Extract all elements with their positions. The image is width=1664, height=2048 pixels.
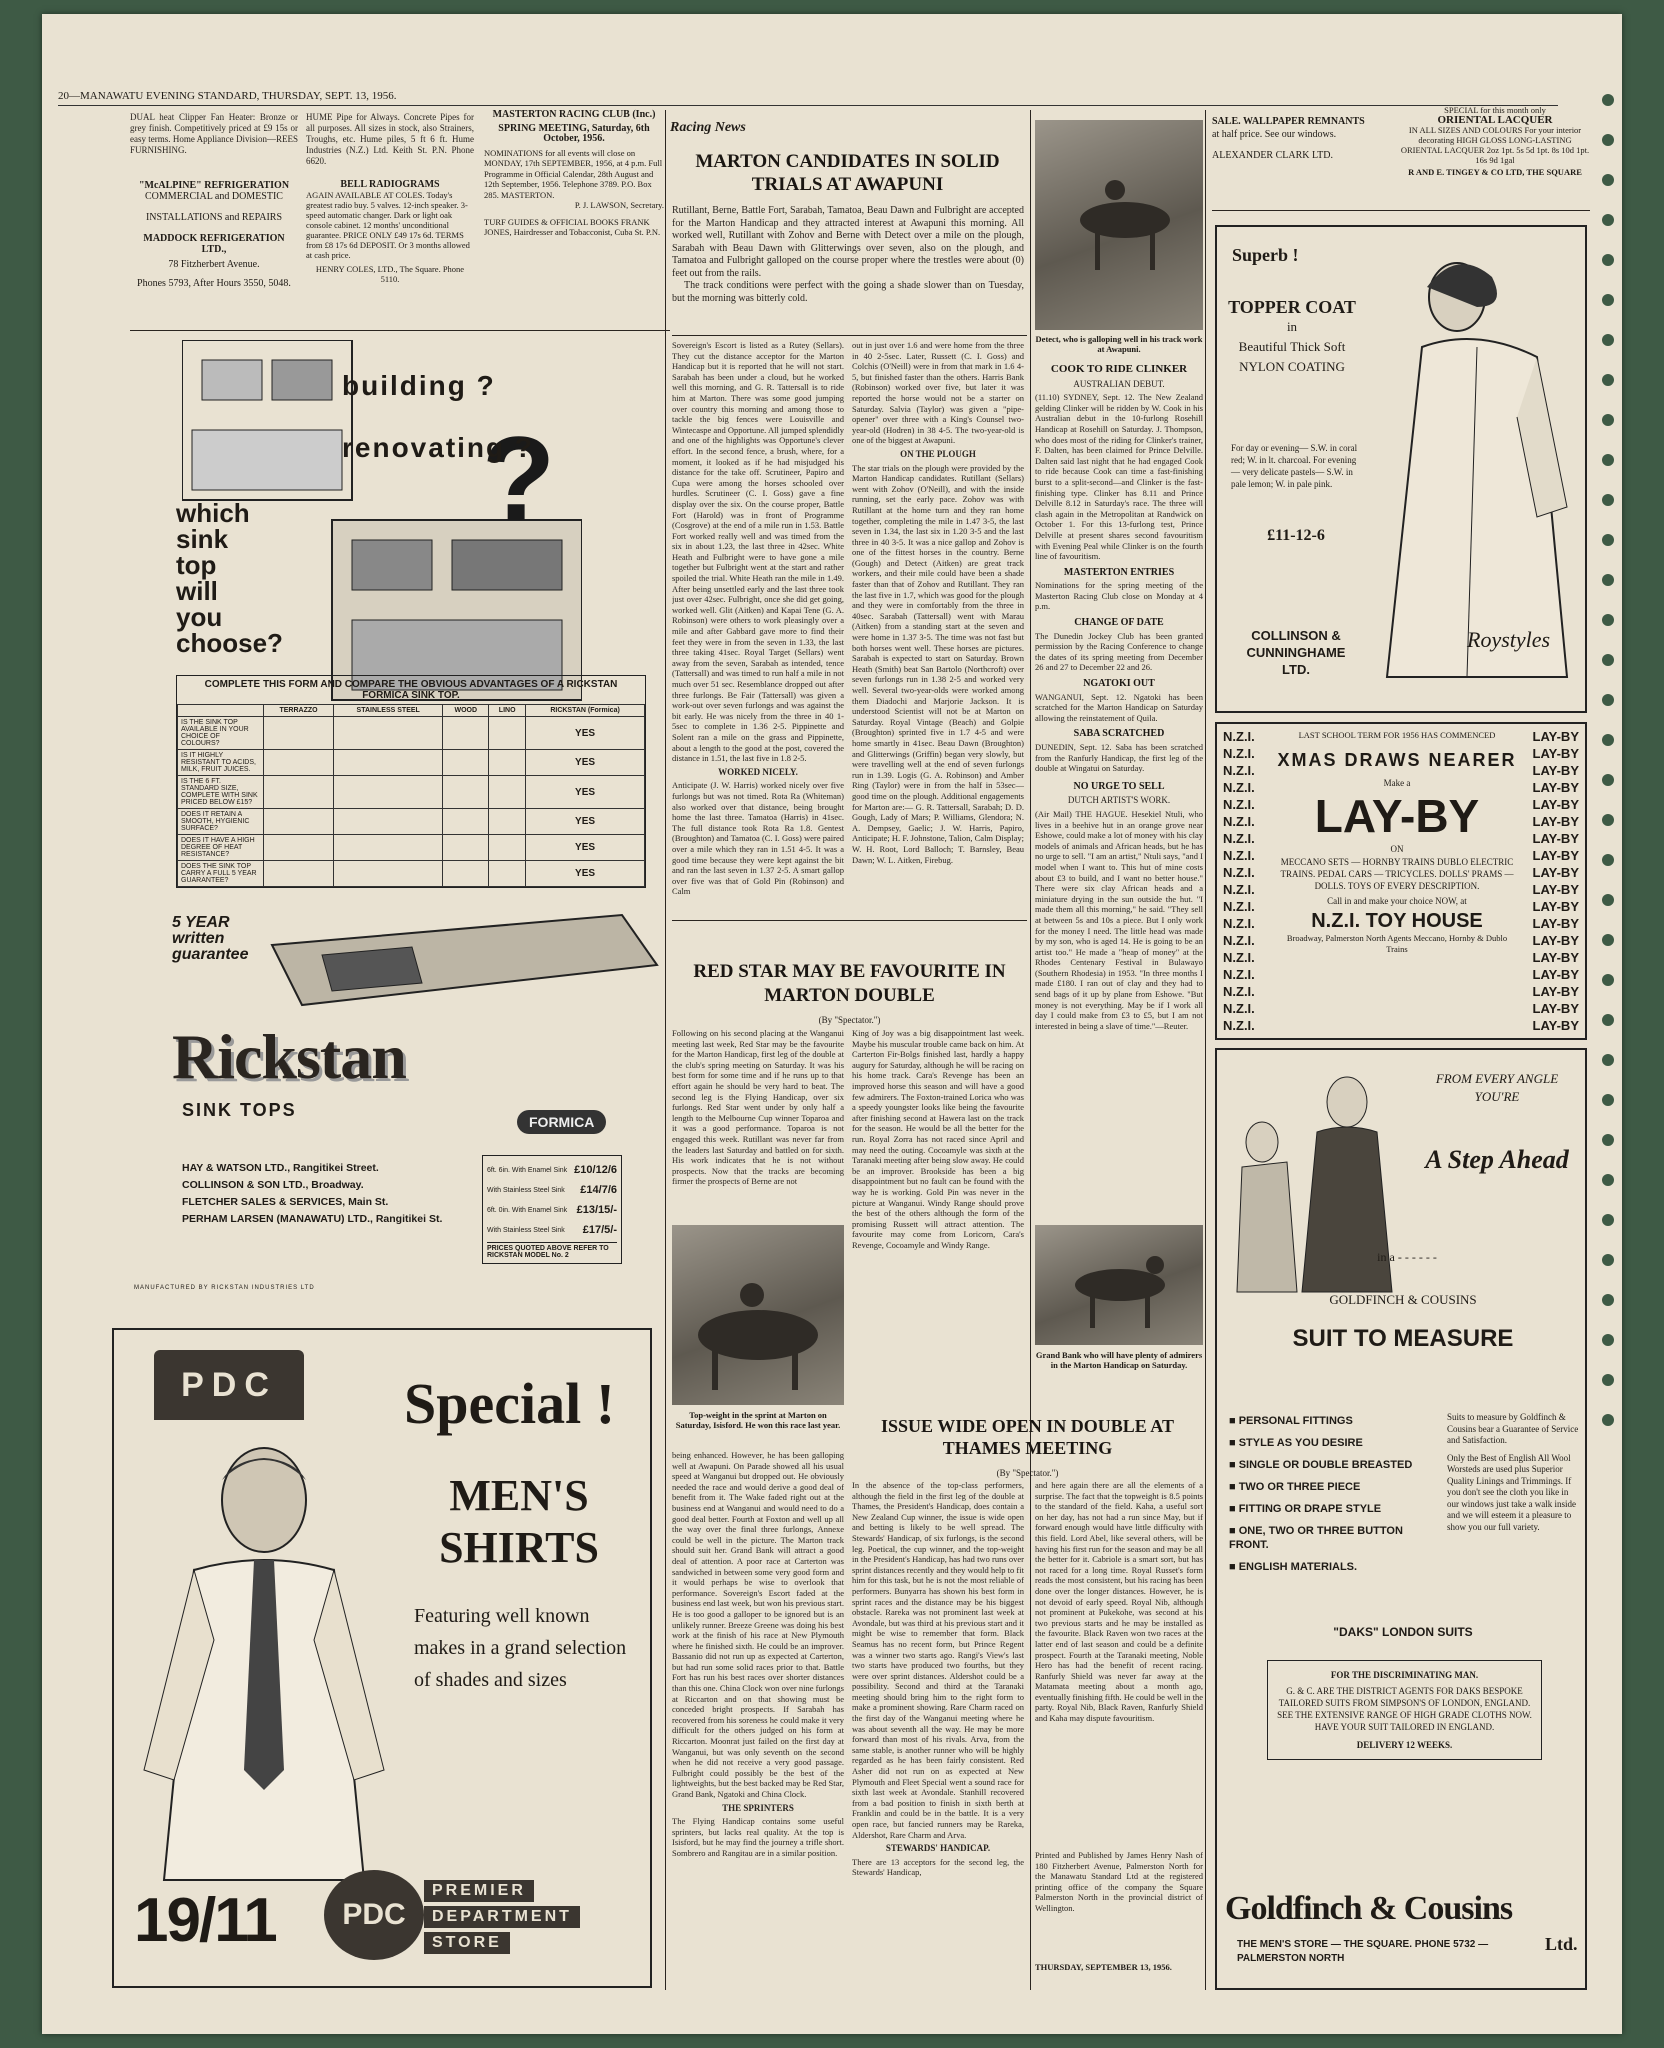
punch-hole xyxy=(1602,654,1614,666)
feature-item: ■ STYLE AS YOU DESIRE xyxy=(1229,1437,1363,1449)
topper-coat-ad xyxy=(1215,225,1587,713)
callin-text: Call in and make your choice NOW, at xyxy=(1327,896,1467,906)
row-yes: YES xyxy=(526,776,645,809)
gc-script-logo: Goldfinch & Cousins xyxy=(1225,1890,1513,1927)
question-text xyxy=(176,500,283,656)
red-star-col-bottom xyxy=(672,1450,844,1990)
lacquer-ad xyxy=(1400,105,1590,177)
question-line: which xyxy=(176,498,250,528)
step-in-text: in a - - - - - - xyxy=(1377,1250,1437,1264)
comparison-form xyxy=(176,675,646,888)
nzi-label: N.Z.I. xyxy=(1223,933,1255,948)
store-department: DEPARTMENT xyxy=(424,1906,580,1928)
feature-item: ■ ONE, TWO OR THREE BUTTON FRONT. xyxy=(1229,1525,1403,1551)
coat-in: in xyxy=(1286,319,1298,334)
thames-col-1 xyxy=(852,1480,1024,1990)
column-rule xyxy=(1205,110,1206,1990)
toy-house-name: N.Z.I. TOY HOUSE xyxy=(1311,910,1483,932)
marton-lead xyxy=(672,205,1024,330)
punch-hole xyxy=(1602,494,1614,506)
step-intro: FROM EVERY ANGLE YOU'RE xyxy=(1435,1071,1559,1104)
table-header xyxy=(178,705,264,717)
question-line: sink xyxy=(176,524,229,554)
subhead-date: CHANGE OF DATE xyxy=(1074,617,1164,629)
marton-col-2 xyxy=(852,340,1024,915)
layby-label: LAY-BY xyxy=(1532,814,1579,829)
feature-label: TWO OR THREE PIECE xyxy=(1238,1481,1361,1493)
bell-ad xyxy=(306,180,474,284)
rees-ad: DUAL heat Clipper Fan Heater: Bronze or grey finish. Competitively priced at £9 15s or easy terms. Home Appliance Division—REES FURNISHING. xyxy=(130,112,298,155)
table-row xyxy=(178,776,645,809)
nzi-label: N.Z.I. xyxy=(1223,746,1255,761)
subhead-entries: MASTERTON ENTRIES xyxy=(1063,566,1175,578)
red-star-col-2: King of Joy was a big disappointment last week. Maybe his muscular trouble came back on him. At Carterton Fir-Bolgs finished last, hardly a happy augury for Saturday, although he will be racing on his home track. Cara's Revenge has been an improved horse this season and will have a good few admirers. The Foxton-trained Lorica who was a speedy youngster looks like being the favourite after finishing second at Hawera last on the track for the season. He would be all the better for the run. Royal Zorra has not raced since April and may need the outing. Cocoamyle was sixth at the Taranaki meeting after being slow away. He could be an improver. Brookside has been a big disappointment but no fault can be found with the way he is working. Gold Pin was never in the picture at Wanganui. Windy Range should prove the best of the others although the form of the promising Russett will attract attention. The favourite may come from Loricorn, Cara's Revenge, Cocoamyle and Windy Range. xyxy=(852,1028,1024,1250)
price-label: 6ft. 6in. With Enamel Sink xyxy=(487,1166,568,1174)
layby-center xyxy=(1277,730,1517,955)
grand-bank-photo xyxy=(1035,1225,1203,1345)
row-question: DOES IT RETAIN A SMOOTH, HYGIENIC SURFACE? xyxy=(178,809,264,835)
feature-label: STYLE AS YOU DESIRE xyxy=(1238,1437,1363,1449)
headline-red-star: RED STAR MAY BE FAVOURITE IN MARTON DOUBLE xyxy=(693,961,1006,1006)
layby-label: LAY-BY xyxy=(1532,899,1579,914)
layby-label: LAY-BY xyxy=(1532,746,1579,761)
sink-tops-text: SINK TOPS xyxy=(182,1100,297,1120)
subhead-saba: SABA SCRATCHED xyxy=(1073,728,1165,740)
nzi-label: N.Z.I. xyxy=(1223,1001,1255,1016)
store-store: STORE xyxy=(424,1932,510,1954)
subhead-clinker: COOK TO RIDE CLINKER xyxy=(1050,363,1188,375)
bell-footer: HENRY COLES, LTD., The Square. Phone 5110. xyxy=(315,264,465,284)
punch-hole xyxy=(1602,1094,1614,1106)
dealer: FLETCHER SALES & SERVICES, Main St. xyxy=(182,1196,389,1208)
punch-hole xyxy=(1602,214,1614,226)
rickstan-ad xyxy=(132,340,670,1320)
price: £13/15/- xyxy=(576,1204,617,1216)
punch-hole xyxy=(1602,134,1614,146)
feature-label: SINGLE OR DOUBLE BREASTED xyxy=(1238,1459,1413,1471)
coat-beautiful: Beautiful Thick Soft xyxy=(1238,339,1346,354)
features-list xyxy=(1229,1410,1444,1578)
coat-copy xyxy=(1227,297,1357,377)
punch-hole xyxy=(1602,1334,1614,1346)
feature-label: PERSONAL FITTINGS xyxy=(1238,1415,1353,1427)
discriminating-box xyxy=(1267,1660,1542,1760)
gc-footer: THE MEN'S STORE — THE SQUARE. PHONE 5732 — PALMERSTON NORTH xyxy=(1237,1939,1489,1964)
masterton-title: MASTERTON RACING CLUB (Inc.) xyxy=(492,109,656,120)
subhead: AUSTRALIAN DEBUT. xyxy=(1073,378,1165,389)
nzi-label: N.Z.I. xyxy=(1223,814,1255,829)
gc-name: GOLDFINCH & COUSINS xyxy=(1329,1292,1477,1307)
pdc-ad xyxy=(112,1328,652,1988)
table-row xyxy=(178,809,645,835)
pdc-logo: PDC xyxy=(154,1350,304,1420)
lead-paragraph-2: The track conditions were perfect with the going a shade slower than on Tuesday, but the morning was bitterly cold. xyxy=(672,280,1024,304)
punch-hole xyxy=(1602,1254,1614,1266)
dealer: HAY & WATSON LTD., Rangitikei Street. xyxy=(182,1162,379,1174)
disc-text: G. & C. ARE THE DISTRICT AGENTS FOR DAKS BESPOKE TAILORED SUITS FROM SIMPSON'S OF LONDON, ENGLAND. SEE THE EXTENSIVE RANGE OF HIGH GRADE CLOTHS NOW. HAVE YOUR SUIT TAILORED IN ENGLAND. xyxy=(1277,1686,1532,1732)
punch-hole xyxy=(1602,894,1614,906)
table-row xyxy=(178,717,645,750)
worsteds-text: Only the Best of English All Wool Worsteds are used plus Superior Quality Linings and Trimmings. If you don't see the cloth you like in our windows just take a walk inside and we will esteem it a pleasure to show you our full variety. xyxy=(1447,1452,1576,1532)
sink-illustration xyxy=(262,905,662,1015)
headline-marton: MARTON CANDIDATES IN SOLID TRIALS AT AWAPUNI xyxy=(695,151,1000,195)
feature-label: ONE, TWO OR THREE BUTTON FRONT. xyxy=(1229,1525,1403,1551)
coat-nylon: NYLON COATING xyxy=(1239,359,1345,374)
mcalpine-title: "McALPINE" REFRIGERATION xyxy=(138,180,290,191)
punch-hole xyxy=(1602,1214,1614,1226)
layby-label: LAY-BY xyxy=(1532,967,1579,982)
horse-racing-icon xyxy=(672,1225,844,1405)
table-header: WOOD xyxy=(443,705,489,717)
briefs-column xyxy=(1035,360,1203,1240)
nzi-column xyxy=(1223,728,1255,1034)
bell-title: BELL RADIOGRAMS xyxy=(340,179,440,190)
question-line: top xyxy=(176,550,217,580)
toy-house-address: Broadway, Palmerston North Agents Meccano, Hornby & Dublo Trains xyxy=(1286,933,1508,954)
layby-label: LAY-BY xyxy=(1532,933,1579,948)
subhead: THE SPRINTERS xyxy=(722,1802,794,1813)
coat-description: For day or evening— S.W. in coral red; W. in lt. charcoal. For evening — very delicate pastels— S.W. in pale lemon; W. in pale pink. xyxy=(1231,443,1358,489)
imprint-date: THURSDAY, SEPTEMBER 13, 1956. xyxy=(1035,1962,1172,1972)
masterton-turf: TURF GUIDES & OFFICIAL BOOKS FRANK JONES, Hairdresser and Tobacconist, Cuba St. P.N. xyxy=(484,216,661,237)
building-text: building ? xyxy=(342,370,496,401)
layby-ad xyxy=(1215,722,1587,1040)
article-text: The Dunedin Jockey Club has been granted permission by the Racing Conference to change the dates of its spring meeting from December 26 and 27 to December 22 and 26. xyxy=(1035,630,1203,673)
horse-gallop-icon xyxy=(1035,120,1203,330)
punch-hole xyxy=(1602,534,1614,546)
feature-item: ■ TWO OR THREE PIECE xyxy=(1229,1481,1361,1493)
coat-title: TOPPER COAT xyxy=(1228,297,1356,317)
layby-label: LAY-BY xyxy=(1532,848,1579,863)
article-text: The Flying Handicap contains some useful sprinters, but lacks real quality. At the top is Isisford, but he may find the journey a trifle short. Sombrero and Rangitau are in a similar position. xyxy=(672,1816,844,1858)
layby-label: LAY-BY xyxy=(1532,984,1579,999)
nzi-label: N.Z.I. xyxy=(1223,882,1255,897)
nzi-label: N.Z.I. xyxy=(1223,848,1255,863)
row-question: IS THE SINK TOP AVAILABLE IN YOUR CHOICE OF COLOURS? xyxy=(178,717,264,750)
step-ahead-heading: A Step Ahead xyxy=(1425,1145,1569,1174)
goldfinch-ad xyxy=(1215,1048,1587,1990)
feature-item: ■ SINGLE OR DOUBLE BREASTED xyxy=(1229,1459,1413,1471)
article-text: out in just over 1.6 and were home from the three in 40 2-5sec. Later, Russett (C. I. Goss) and Colchis (O'Neill) were in from that mark in 1.6 4-5, but finished faster than the others. Harris Bank (Robinson) worked over five, but later it was reported the horse would not be a starter on Saturday. Salvia (Taylor) was given a "pipe-opener" over three with a King's Counsel two-year-old (Hodren) in 38 4-5. The two-year-old is one of the biggest at Awapuni. xyxy=(852,340,1024,446)
isisford-caption: Top-weight in the sprint at Marton on Saturday, Isisford. He won this race last year. xyxy=(675,1410,841,1430)
row-question: DOES IT HAVE A HIGH DEGREE OF HEAT RESISTANCE? xyxy=(178,835,264,861)
question-line: will xyxy=(176,576,218,606)
table-header: RICKSTAN (Formica) xyxy=(526,705,645,717)
man-in-shirt-illustration xyxy=(134,1440,394,1890)
layby-label: LAY-BY xyxy=(1532,882,1579,897)
article-text: WANGANUI, Sept. 12. Ngatoki has been scratched for the Marton Handicap on Saturday allowing the reinstatement of Quila. xyxy=(1035,691,1203,723)
price: £14/7/6 xyxy=(580,1184,617,1196)
layby-label: LAY-BY xyxy=(1532,950,1579,965)
detect-photo xyxy=(1035,120,1203,330)
punch-hole xyxy=(1602,854,1614,866)
suit-to-measure: SUIT TO MEASURE xyxy=(1292,1325,1514,1352)
make-a-text: Make a xyxy=(1383,778,1411,788)
feature-item: ■ ENGLISH MATERIALS. xyxy=(1229,1561,1358,1573)
layby-label: LAY-BY xyxy=(1532,916,1579,931)
punch-hole xyxy=(1602,734,1614,746)
maddock-name: MADDOCK REFRIGERATION LTD., xyxy=(143,233,285,255)
table-header: STAINLESS STEEL xyxy=(334,705,443,717)
guarantee-text: Suits to measure by Goldfinch & Cousins bear a Guarantee of Service and Satisfaction. xyxy=(1447,1412,1579,1445)
marton-col-1 xyxy=(672,340,844,915)
punch-hole xyxy=(1602,254,1614,266)
punch-hole xyxy=(1602,1054,1614,1066)
divider xyxy=(672,335,1027,336)
column-rule xyxy=(1030,110,1031,1990)
punch-hole xyxy=(1602,294,1614,306)
horse-running-icon xyxy=(1035,1225,1203,1345)
article-text: (Air Mail) THE HAGUE. Hesekiel Ntuli, who lives in a beehive hut in an orange grove near Eshowe, could make a lot of money with his clay models of animals and African heads, but he has no urge to sell. "I am an artist," Ntuli says, "and I model when I want to. This hut of mine costs about £3 to build, and I want no better house." There were six clay African heads and a miniature drying in the sun outside the hut. "I made them all this morning," he said. "They sell at between 5s and 10s a piece. But I only work for the money I need. The little head was made by my son, who is aged 14. He is going to be an artist too." He made a "heap of money" at the Rhodes Centenary Festival in Bulawayo (Southern Rhodesia) in 1953. "In three months I made £180. I ran out of clay and they had to send bags of it up by plane from Eshowe. "But money is not everything. May be if I work all day I could make from £3 to £5, but I am not interested in being a slave of time."—Reuter. xyxy=(1035,808,1203,1031)
shirts-text: SHIRTS xyxy=(439,1523,599,1572)
table-header: TERRAZZO xyxy=(264,705,334,717)
feature-label: FITTING OR DRAPE STYLE xyxy=(1238,1503,1382,1515)
layby-label: LAY-BY xyxy=(1532,1001,1579,1016)
nzi-label: N.Z.I. xyxy=(1223,967,1255,982)
punch-hole xyxy=(1602,1374,1614,1386)
xmas-text: XMAS DRAWS NEARER xyxy=(1277,750,1517,770)
layby-label: LAY-BY xyxy=(1532,1018,1579,1033)
row-yes: YES xyxy=(526,809,645,835)
wallpaper-ad xyxy=(1212,115,1392,162)
lacquer-title: ORIENTAL LACQUER xyxy=(1437,114,1553,126)
maddock-addr: 78 Fitzherbert Avenue. xyxy=(168,259,260,270)
layby-big-text: LAY-BY xyxy=(1314,790,1480,842)
punch-hole xyxy=(1602,414,1614,426)
wallpaper-title: SALE. WALLPAPER REMNANTS xyxy=(1212,116,1365,127)
punch-hole xyxy=(1602,374,1614,386)
article-text: Anticipate (J. W. Harris) worked nicely over five furlongs but was not timed. Rota Ra (Whiteman) also worked over that distance, being brought home the last three. Tamatoa (Harris) in 41sec. The full distance took Rota Ra 1.8. Gentest (Broughton) and Tamatoa (C. I. Goss) were paired over a mile which they ran in 1.51 4-5. It was a good time because they were kept against the bit and ran the last seven in 1.37 2-5. A smart gallop over five was that of Gold Pin (Robinson) and Calm xyxy=(672,780,844,897)
comparison-title: COMPLETE THIS FORM AND COMPARE THE OBVIOUS ADVANTAGES OF A RICKSTAN FORMICA SINK TOP. xyxy=(204,679,618,701)
red-star-col-1: Following on his second placing at the Wanganui meeting last week, Red Star may be the favourite for the Marton Handicap, first leg of the double at the club's spring meeting on Saturday. It was his best form for some time and if he runs up to that effort again he should be very hard to beat. The second leg is the Flying Handicap, over six furlongs. Red Star went under by only half a length to the Melbourne Cup winner Toparoa and it was a good performance. Toparoa is not engaged this week. Rutillant was never far from the leaders last Saturday and battled on for sixth. His work indicates that he is not without prospects. Now that the tracks are becoming firmer the prospects of Berne are not xyxy=(672,1028,844,1187)
detect-caption: Detect, who is galloping well in his track work at Awapuni. xyxy=(1035,334,1203,354)
price-footer: PRICES QUOTED ABOVE REFER TO RICKSTAN MODEL No. 2 xyxy=(487,1242,617,1259)
nzi-label: N.Z.I. xyxy=(1223,763,1255,778)
isisford-photo xyxy=(672,1225,844,1405)
row-yes: YES xyxy=(526,835,645,861)
punch-hole xyxy=(1602,1174,1614,1186)
table-header: LINO xyxy=(489,705,526,717)
pdc-store-logo xyxy=(304,1850,644,1970)
headline-thames: ISSUE WIDE OPEN IN DOUBLE AT THAMES MEETING xyxy=(881,1416,1174,1458)
on-text: ON xyxy=(1390,844,1404,854)
row-question: IS IT HIGHLY RESISTANT TO ACIDS, MILK, FRUIT JUICES. xyxy=(178,750,264,776)
page-masthead: 20—MANAWATU EVENING STANDARD, THURSDAY, SEPT. 13, 1956. xyxy=(58,90,1558,106)
punch-hole xyxy=(1602,1014,1614,1026)
nzi-label: N.Z.I. xyxy=(1223,984,1255,999)
price-label: With Stainless Steel Sink xyxy=(487,1226,565,1234)
special-heading: Special ! xyxy=(404,1371,616,1436)
grand-bank-caption: Grand Bank who will have plenty of admirers in the Marton Handicap on Saturday. xyxy=(1035,1350,1203,1370)
maddock-phone: Phones 5793, After Hours 3550, 5048. xyxy=(137,278,291,289)
question-line: choose? xyxy=(176,628,283,658)
wallpaper-text: at half price. See our windows. xyxy=(1212,129,1337,140)
pdc-price: 19/11 xyxy=(134,1886,276,1955)
alexander-name: ALEXANDER CLARK LTD. xyxy=(1212,150,1334,161)
dealer: COLLINSON & SON LTD., Broadway. xyxy=(182,1179,364,1191)
layby-label: LAY-BY xyxy=(1532,763,1579,778)
table-row xyxy=(178,861,645,887)
nzi-label: N.Z.I. xyxy=(1223,950,1255,965)
layby-label: LAY-BY xyxy=(1532,797,1579,812)
punch-hole xyxy=(1602,694,1614,706)
manufacturer-line: MANUFACTURED BY RICKSTAN INDUSTRIES LTD xyxy=(134,1285,315,1291)
toys-list: MECCANO SETS — HORNBY TRAINS DUBLO ELECTRIC TRAINS. PEDAL CARS — TRICYCLES. DOLLS' PRAMS — DOLLS. TOYS OF EVERY DESCRIPTION. xyxy=(1280,857,1514,891)
store-premier: PREMIER xyxy=(424,1880,534,1902)
price-label: With Stainless Steel Sink xyxy=(487,1186,565,1194)
nzi-label: N.Z.I. xyxy=(1223,899,1255,914)
article-text: (11.10) SYDNEY, Sept. 12. The New Zealand gelding Clinker will be ridden by W. Cook in his Australian debut in the 10-furlong Rosehill Handicap at Rosehill on Saturday. J. Thompson, who does most of the riding for Clinker's trainer, F. Dalten, has been claimed for Prince Delville. Dalten said last night that he had engaged Cook to ride because Cook can time a fast-finishing burst to a split-second—and Clinker is the fast-finishing type. Clinker has 8.11 and Prince Delville 8.12 in Saturday's race. The three will clash again in the Metropolitan at Randwick on October 1. For this 13-furlong test, Prince Delville at present shares second favouritism with Evening Peal while Clinker is on the fourth line of favouritism. xyxy=(1035,392,1203,562)
guarantee-copy xyxy=(1447,1412,1582,1533)
nzi-label: N.Z.I. xyxy=(1223,831,1255,846)
table-row xyxy=(178,835,645,861)
thames-col-2: and here again there are all the elements of a surprise. The fact that the topweight is 8.5 points to the standard of the field. Kaha, a useful sort on her day, has not had a run since May, but if forward enough would have little difficulty with this field. Lord Abel, like several others, will be having his first run for the season and may be all the better for it. Cabriole is a smart sort, but has not raced for a long time. Royal Russet's form reads the most consistent, but his racing has been done over the longer distances. However, he is not devoid of early speed. Royal Nib, although not prominent at Pukekohe, was second at his two previous starts and he may be installed as the favourite. Black Raven won two races at the latter end of last season and could be a definite prospect. Fourth at the Taranaki meeting, Noble Hero has had the benefit of recent racing. Ranfurly Shield was never far away at the Matamata meeting about a month ago, eventually finishing fifth. He could be well in the party. Royal Nib, Black Raven, Ranfurly Shield and Kaha may dispute favouritism. xyxy=(1035,1480,1203,1724)
article-text: In the absence of the top-class performers, although the field in the first leg of the double at Thames, the President's Handicap, does contain a New Zealand Cup winner, the issue is wide open and betting is likely to be well spread. The Stewards' Handicap, of six furlongs, is the second leg. Poetical, the cup winner, and the top-weight in the President's Handicap, has had two runs over sprint distances recently and they would help to fit him for this task, but he is not the most reliable of performers. Bunyarra has shown his best form in sprint races and the distance may be his biggest obstacle. Rareka was not prominent last week at Avondale, but was third at his previous start and it might be wise to remember that form. Black Seamus has no recent form, but Prince Regent was a winner two starts ago. Rangi's View's last two starts have produced two fourths, but they were over sprint distances. Aldershot could be a possibility. Second and third at the Taranaki meeting should bring him to the right form to make a prominent showing. Rare Charm raced on the first day of the Wanganui meeting where he was about seventh all the way. He may be more forward than most of his rivals. Arva, from the same stable, is another runner who will be highly regarded as he has been fairly consistent. Red Asher did not run on as expected at New Plymouth and Fleet Special went a sound race for sixth last week at Avondale. Stanhill recovered from a bad position to finish in sixth berth at Franklin and could be in the battle. It is a very open race, but fancied runners may be Rareka, Aldershot, Rare Charm and Arva. xyxy=(852,1480,1024,1840)
bell-text: AGAIN AVAILABLE AT COLES. Today's greatest radio buy. 5 valves. 12-inch speaker. 3-speed automatic changer. Dark or light oak console cabinet. 12 months' unconditional guarantee. PRICE ONLY £49 17s 6d. TERMS from £8 17s 6d DEPOSIT. Or 3 months allowed at cash price. xyxy=(306,190,470,260)
mens-shirts-heading xyxy=(404,1470,634,1574)
disc-heading: FOR THE DISCRIMINATING MAN. xyxy=(1330,1670,1479,1680)
roystyles-logo: Roystyles xyxy=(1467,627,1551,652)
price: £10/12/6 xyxy=(574,1164,617,1176)
nzi-label: N.Z.I. xyxy=(1223,1018,1255,1033)
lacquer-special: SPECIAL for this month only xyxy=(1444,105,1546,115)
lacquer-text: IN ALL SIZES AND COLOURS For your interior decorating HIGH GLOSS LONG-LASTING ORIENTAL LACQUER 2oz 1pt. 5s 5d 1pt. 8s 10d 1pt. 16s 9d 1gal xyxy=(1400,125,1590,165)
feature-item: ■ PERSONAL FITTINGS xyxy=(1229,1415,1353,1427)
row-yes: YES xyxy=(526,717,645,750)
pdc-circle-logo: PDC xyxy=(324,1870,424,1960)
byline: (By "Spectator.") xyxy=(818,1015,881,1025)
rickstan-logo: Rickstan xyxy=(172,1021,406,1092)
punch-hole xyxy=(1602,814,1614,826)
feature-item: ■ FITTING OR DRAPE STYLE xyxy=(1229,1503,1382,1515)
comparison-table xyxy=(177,704,645,887)
renovating-text: renovating ? xyxy=(342,432,535,463)
layby-term: LAST SCHOOL TERM FOR 1956 HAS COMMENCED xyxy=(1298,730,1496,740)
article-text: DUNEDIN, Sept. 12. Saba has been scratched from the Ranfurly Handicap, the first leg of the double at Wingatui on Saturday. xyxy=(1035,742,1203,774)
dealer: PERHAM LARSEN (MANAWATU) LTD., Rangitikei St. xyxy=(182,1213,443,1225)
article-text: There are 13 acceptors for the second leg, the Stewards' Handicap, xyxy=(852,1856,1024,1878)
formica-badge: FORMICA xyxy=(517,1110,606,1134)
row-yes: YES xyxy=(526,750,645,776)
punch-hole xyxy=(1602,574,1614,586)
racing-news-section: Racing News xyxy=(670,120,746,135)
superb-text: Superb ! xyxy=(1232,245,1299,265)
nzi-label: N.Z.I. xyxy=(1223,797,1255,812)
divider xyxy=(130,330,670,331)
punch-hole xyxy=(1602,1414,1614,1426)
masterton-meeting: SPRING MEETING, Saturday, 6th October, 1956. xyxy=(498,122,650,144)
article-text: The star trials on the plough were provided by the Marton Handicap candidates. Rutillant (Sellars) went with Zohov (O'Neill), and with the inside running, set the early pace. Zohov was with Rutillant at the home turn and they ran home together, completing the mile in 1.47 3-5, the last seven in 1.34, the last six in 1.20 3-5 and the last three in 40 3-5. It was a nice gallop and Zohov is one of the fittest horses in the country. Berne (Gough) and Detect (Aitken) are great track workers, and their mile could have been a shade faster than that of Zohov and Rutillant. They ran the last five in 1.7, which was good for the plough and they were in comfortably from the three in 40sec. Sarabah (Tattersall) went with Marau (Aitken) from a standing start at the seven and were home in 1.37 3-5. The time was not fast but both horses went well. These horses are pictures. Sarabah is expected to start on Saturday. Brown Heath (Smith) beat San Bartolo (Northcroft) over seven furlongs run in 1.38 2-5 and worked very well. Several two-year-olds were worked among them Diadochi and Marjorie Jackson. It is understood Scientist will not be at Marton on Saturday. Royal Vintage (Beach) and Golpie (Broughton) sprinted five in 1.7 4-5 and were home smartly in 41sec. Beau Dawn (Broughton) and Glitterwings (Griffin) began very slowly, but were travelling well at the end of seven furlongs run in 1.39. Logis (G. A. Robinson) and Amber Ring (Taylor) were in from the half in 53sec—good time on the plough. Additional engagements for Marton are:— G. R. Tattersall, Sarabah; D. D. Gough, Lady of Mars; P. Williams, Glendora; N. A. Dempsey, Gaelic; J. W. Harris, Papiro, Anticipate; H. F. Johnstone, Talion, Calm Display; W. H. Root, Lord Balloch; T. Barnsley, Beau Dawn; W. L. Aitken, Firebug. xyxy=(852,462,1024,865)
hume-ad: HUME Pipe for Always. Concrete Pipes for all purposes. All sizes in stock, also Strainers, Troughs, etc. Hume piles, 5 ft 6 ft. Hume Industries (N.Z.) Ltd. Keith St. P.N. Phone 6620. xyxy=(306,112,474,166)
daks-heading: "DAKS" LONDON SUITS xyxy=(1333,1625,1473,1639)
subhead: WORKED NICELY. xyxy=(718,766,798,777)
article-text: being enhanced. However, he has been galloping well at Awapuni. On Parade showed all his usual speed at Wanganui but dropped out. He obviously needed the race and would derive a good deal of benefit from it. The Wake faded right out at the business end at Wanganui and would need to do a good deal better. Fourth at Foxton and well up all the way over the final three furlongs, Annexe could be well in the picture. The Marton track should suit her. Grand Bank will attract a good deal of attention. A poor race at Carterton was sandwiched in between some very good form and it would perhaps be wise to overlook that performance. Sovereign's Escort faded at the business end last week, but won his previous start. He is too good a galloper to be ignored but is an unlikely runner. Breeze Greene was doing his best work at the finish of his race at New Plymouth where he finished sixth. He could be an improver. Bassanio did not run up as expected at Carterton, but had run some solid races prior to that. Battle Fort has run his best races over shorter distances than this one. China Clock won over nine furlongs at Riccarton and on that showing must be conceded bright prospects. If Sarabah has recovered from his soreness he could make it very difficult for the others judged on his form at Riccarton. Moonrat just failed on the first day at Wanganui, but was only seventh on the second when he did not receive a very good passage. Fulbright could possibly be the best of the lightweights, but the best backed may be Red Star, Grand Bank, Ngatoki and China Clock. xyxy=(672,1450,844,1799)
masterton-sec: P. J. LAWSON, Secretary. xyxy=(574,200,664,210)
subhead-ngatoki: NGATOKI OUT xyxy=(1083,678,1155,690)
masterton-ad xyxy=(484,110,664,238)
layby-label: LAY-BY xyxy=(1532,780,1579,795)
article-text: Sovereign's Escort is listed as a Rutey (Sellars). They cut the distance acceptor for the Marton Handicap but it is reported that he will not start. Sarabah has been under a cloud, but he worked well this morning, and G. R. Tattersall is to ride him at Marton. There was some good jumping over country this morning and among those to tackle the big fences were Louisville and Wintecaspe and Opportune. All jumped splendidly and one of the highlights was Opportune's clever effort. In the second fence, a brush, where, for a moment, it looked as if he had misjudged his distance for the take off. Scrutineer, Papiro and Cupa were among the horses schooled over hurdles. Scrutineer (C. I. Goss) gave a fine display over the six. On the course proper, Battle Fort (Harold) was in front of Programme (Cosgrove) at the end of a mile run in 1.53. Battle Fort worked really well and was timed from the six in about 1.23, the last three in 42sec. White Heath and Fulbright were to have gone a mile together but Fulbright went at the start and rather spoiled the trial. White Heath ran the mile in 1.49. After being unsettled early and the last three took just over 42sec. Fulbright, once she did get going, worked well. Glit (Aitken) and Kapai Tene (G. A. Robinson) were others to work pleasingly over a mile and after Gabbard gave more to find their feet they were in from the seven in 1.33, the last three taking 41sec. Royal Target (Sellars) went away from the seven, Sarabah as intended, tence (Tattersall) and was timed to run half a mile in not much over 51 sec. Resemblance dropped out after three furlongs. Be Fair (Tattersall) was given a work-out over seven furlongs and was against the bit early. He was nicely from the three in 40 1-5sec to complete in 1.36 2-5. Pippinette and Solent ran a mile on the grass and Pippinette, about a length to the good at the post, covered the distance in 1.51, the last five in 1.8 2-5. xyxy=(672,340,844,764)
subhead-urge: NO URGE TO SELL xyxy=(1073,780,1165,792)
layby-label: LAY-BY xyxy=(1532,729,1579,744)
tingey-name: R AND E. TINGEY & CO LTD, THE SQUARE xyxy=(1408,167,1582,177)
mcalpine-ad xyxy=(130,180,298,289)
divider xyxy=(1212,210,1590,211)
nzi-label: N.Z.I. xyxy=(1223,729,1255,744)
delivery-text: DELIVERY 12 WEEKS. xyxy=(1356,1740,1453,1750)
mcalpine-line1: COMMERCIAL and DOMESTIC xyxy=(145,191,283,202)
dealer-list xyxy=(182,1160,467,1228)
lead-paragraph: Rutillant, Berne, Battle Fort, Sarabah, Tamatoa, Beau Dawn and Fulbright are accepted for the Marton Handicap and they attracted interest at Awapuni this morning. All worked well, Rutillant with Zohov and Berne with Detect over a mile on the plough, Sarabah with Beau Dawn with Glitterwings over seven, also on the plough, and Tamatoa and Fulbright galloped on the course proper where the trestles were about (0) feet out from the rails. xyxy=(672,205,1024,279)
mens-text: MEN'S xyxy=(449,1471,589,1520)
divider xyxy=(672,920,1027,921)
table-row xyxy=(178,750,645,776)
punch-hole xyxy=(1602,1134,1614,1146)
punch-hole xyxy=(1602,614,1614,626)
question-line: you xyxy=(176,602,223,632)
price: £17/5/- xyxy=(582,1224,617,1236)
layby-label: LAY-BY xyxy=(1532,865,1579,880)
masterton-text: NOMINATIONS for all events will close on MONDAY, 17th SEPTEMBER, 1956, at 4 p.m. Full Programme in Official Calendar, 28th August and 12th September, 1956. Telephone 3789. P.O. Box 285. MASTERTON. xyxy=(484,147,663,200)
layby-label: LAY-BY xyxy=(1532,831,1579,846)
guarantee-text: 5 YEAR written guarantee xyxy=(172,914,249,963)
punch-hole xyxy=(1602,454,1614,466)
svg-text:?: ? xyxy=(482,412,556,546)
punch-hole xyxy=(1602,974,1614,986)
punch-hole xyxy=(1602,934,1614,946)
punch-hole xyxy=(1602,94,1614,106)
row-yes: YES xyxy=(526,861,645,887)
price-box xyxy=(482,1155,622,1264)
column-rule xyxy=(665,110,666,1990)
punch-hole xyxy=(1602,1294,1614,1306)
nzi-label: N.Z.I. xyxy=(1223,865,1255,880)
punch-hole xyxy=(1602,774,1614,786)
imprint: Printed and Published by James Henry Nash of 180 Fitzherbert Avenue, Palmerston North for the Manawatu Standard Ltd at the registered printing office of the company the Square Palmerston North in the provincial district of Wellington. xyxy=(1035,1850,1203,1913)
layby-column xyxy=(1533,728,1579,1034)
row-question: IS THE 6 FT. STANDARD SIZE, COMPLETE WITH SINK PRICED BELOW £15? xyxy=(178,776,264,809)
subhead: STEWARDS' HANDICAP. xyxy=(885,1843,991,1854)
subhead: ON THE PLOUGH xyxy=(900,448,976,459)
subhead: DUTCH ARTIST'S WORK. xyxy=(1067,795,1171,806)
price-label: 6ft. 0in. With Enamel Sink xyxy=(487,1206,568,1214)
punch-hole xyxy=(1602,334,1614,346)
article-text: Nominations for the spring meeting of the Masterton Racing Club close on Monday at 4 p.m. xyxy=(1035,580,1203,612)
coat-price: £11-12-6 xyxy=(1267,527,1325,544)
row-question: DOES THE SINK TOP CARRY A FULL 5 YEAR GUARANTEE? xyxy=(178,861,264,887)
punch-hole xyxy=(1602,174,1614,186)
gc-ltd: Ltd. xyxy=(1545,1934,1578,1954)
feature-label: ENGLISH MATERIALS. xyxy=(1238,1561,1358,1573)
mcalpine-line2: INSTALLATIONS and REPAIRS xyxy=(145,212,283,223)
featuring-text: Featuring well known makes in a grand selection of shades and sizes xyxy=(414,1605,627,1691)
nzi-label: N.Z.I. xyxy=(1223,780,1255,795)
byline: (By "Spectator.") xyxy=(996,1468,1059,1478)
coat-store: COLLINSON & CUNNINGHAME LTD. xyxy=(1246,628,1346,677)
nzi-label: N.Z.I. xyxy=(1223,916,1255,931)
